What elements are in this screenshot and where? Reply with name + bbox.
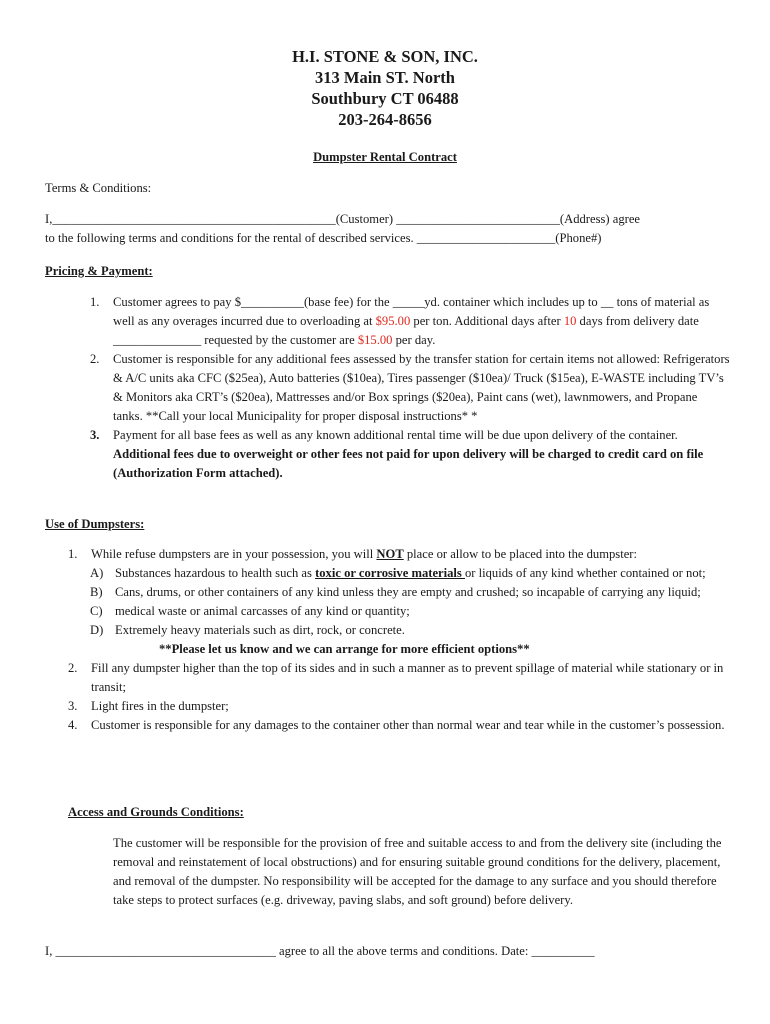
pricing-list: [90, 293, 730, 483]
use-section-title: Use of Dumpsters:: [45, 517, 145, 531]
customer-line-1: I,_____________________________________________(Customer) __________________________(Address) agree: [45, 212, 640, 226]
customer-line-2: to the following terms and conditions for the rental of described services. ______________________(Phone#): [45, 231, 602, 245]
overage-rate: $95.00: [375, 314, 411, 328]
use-item-3: 3. Light fires in the dumpster;: [68, 699, 229, 713]
item-number: 1.: [90, 295, 100, 309]
company-street: 313 Main ST. North: [315, 68, 455, 87]
use-item-4: 4. Customer is responsible for any damages to the container other than normal wear and tear while in the customer’s possession.: [68, 718, 725, 732]
prohibited-item-c: C) medical waste or animal carcasses of any kind or quantity;: [90, 604, 410, 618]
prohibited-item-b: B) Cans, drums, or other containers of any kind unless they are empty and crushed; so incapable of carrying any liquid;: [90, 585, 701, 599]
pricing-item-2: [90, 350, 730, 426]
overweight-fee-notice: Additional fees due to overweight or other fees not paid for upon delivery will be charged to credit card on file (Authorization Form attached).: [113, 447, 704, 480]
prohibited-item-d: D) Extremely heavy materials such as dirt, rock, or concrete.: [90, 623, 405, 637]
item-text: Customer agrees to pay $__________(base fee) for the _____yd. container which includes up to __ tons of material as well as any overages incurred due to overloading at $95.00 per ton. Additional days after 10 days from delivery date ______________ requested by the customer are $15.00 per day.: [113, 295, 710, 347]
company-name: H.I. STONE & SON, INC.: [292, 47, 478, 66]
terms-label: Terms & Conditions:: [45, 181, 152, 195]
item-number: 1.: [68, 547, 78, 561]
company-phone: 203-264-8656: [338, 110, 432, 129]
agreement-signature-line: I, ___________________________________ agree to all the above terms and conditions. Date: __________: [45, 944, 595, 958]
item-text: While refuse dumpsters are in your possession, you will NOT place or allow to be placed into the dumpster:: [91, 547, 637, 561]
prohibited-item-a: A) Substances hazardous to health such as toxic or corrosive materials or liquids of any kind whether contained or not;: [90, 566, 706, 580]
prohibited-list: [90, 564, 728, 659]
toxic-materials-emphasis: toxic or corrosive materials: [315, 566, 465, 580]
included-days: 10: [563, 314, 577, 328]
daily-rate: $15.00: [357, 333, 393, 347]
company-header: [0, 46, 770, 130]
customer-info-line: [45, 210, 725, 248]
item-number: 3.: [90, 428, 100, 442]
contract-title: Dumpster Rental Contract: [313, 150, 457, 164]
pricing-section-title: Pricing & Payment:: [45, 264, 153, 278]
use-item-1: [68, 545, 728, 564]
use-item-2: 2. Fill any dumpster higher than the top of its sides and in such a manner as to prevent spillage of material while stationary or in transit;: [68, 661, 724, 694]
pricing-item-1: [90, 293, 730, 350]
item-text: Payment for all base fees as well as any known additional rental time will be due upon delivery of the container. Additional fees due to overweight or other fees not paid for upon delivery will be charged to credit card on file (Authorization Form attached).: [113, 428, 704, 480]
efficient-options-note: **Please let us know and we can arrange for more efficient options**: [159, 642, 530, 656]
company-city: Southbury CT 06488: [311, 89, 459, 108]
access-paragraph: The customer will be responsible for the provision of free and suitable access to and from the delivery site (including the removal and reinstatement of local obstructions) and for ensuring suitable ground conditions for the delivery, placement, and removal of the dumpster. No responsibility will be accepted for the damage to any surface and you should therefore take steps to protect surfaces (e.g. driveway, paving slabs, and soft ground) before delivery.: [113, 836, 722, 907]
pricing-item-3: [90, 426, 730, 483]
item-text: Customer is responsible for any additional fees assessed by the transfer station for certain items not allowed: Refrigerators & A/C units aka CFC ($25ea), Auto batteries ($10ea), Tires passenger ($10ea)/ Truck ($15ea), E-WASTE including TV’s & Monitors aka CRT’s ($20ea), Mattresses and/or Box springs ($20ea), Paint cans (wet), lawnmowers, and Propane tanks. **Call your local Municipality for proper disposal instructions* *: [113, 352, 730, 423]
not-emphasis: NOT: [376, 547, 404, 561]
use-list: [68, 545, 728, 735]
access-section-title: Access and Grounds Conditions:: [68, 805, 244, 819]
item-number: 2.: [90, 352, 100, 366]
